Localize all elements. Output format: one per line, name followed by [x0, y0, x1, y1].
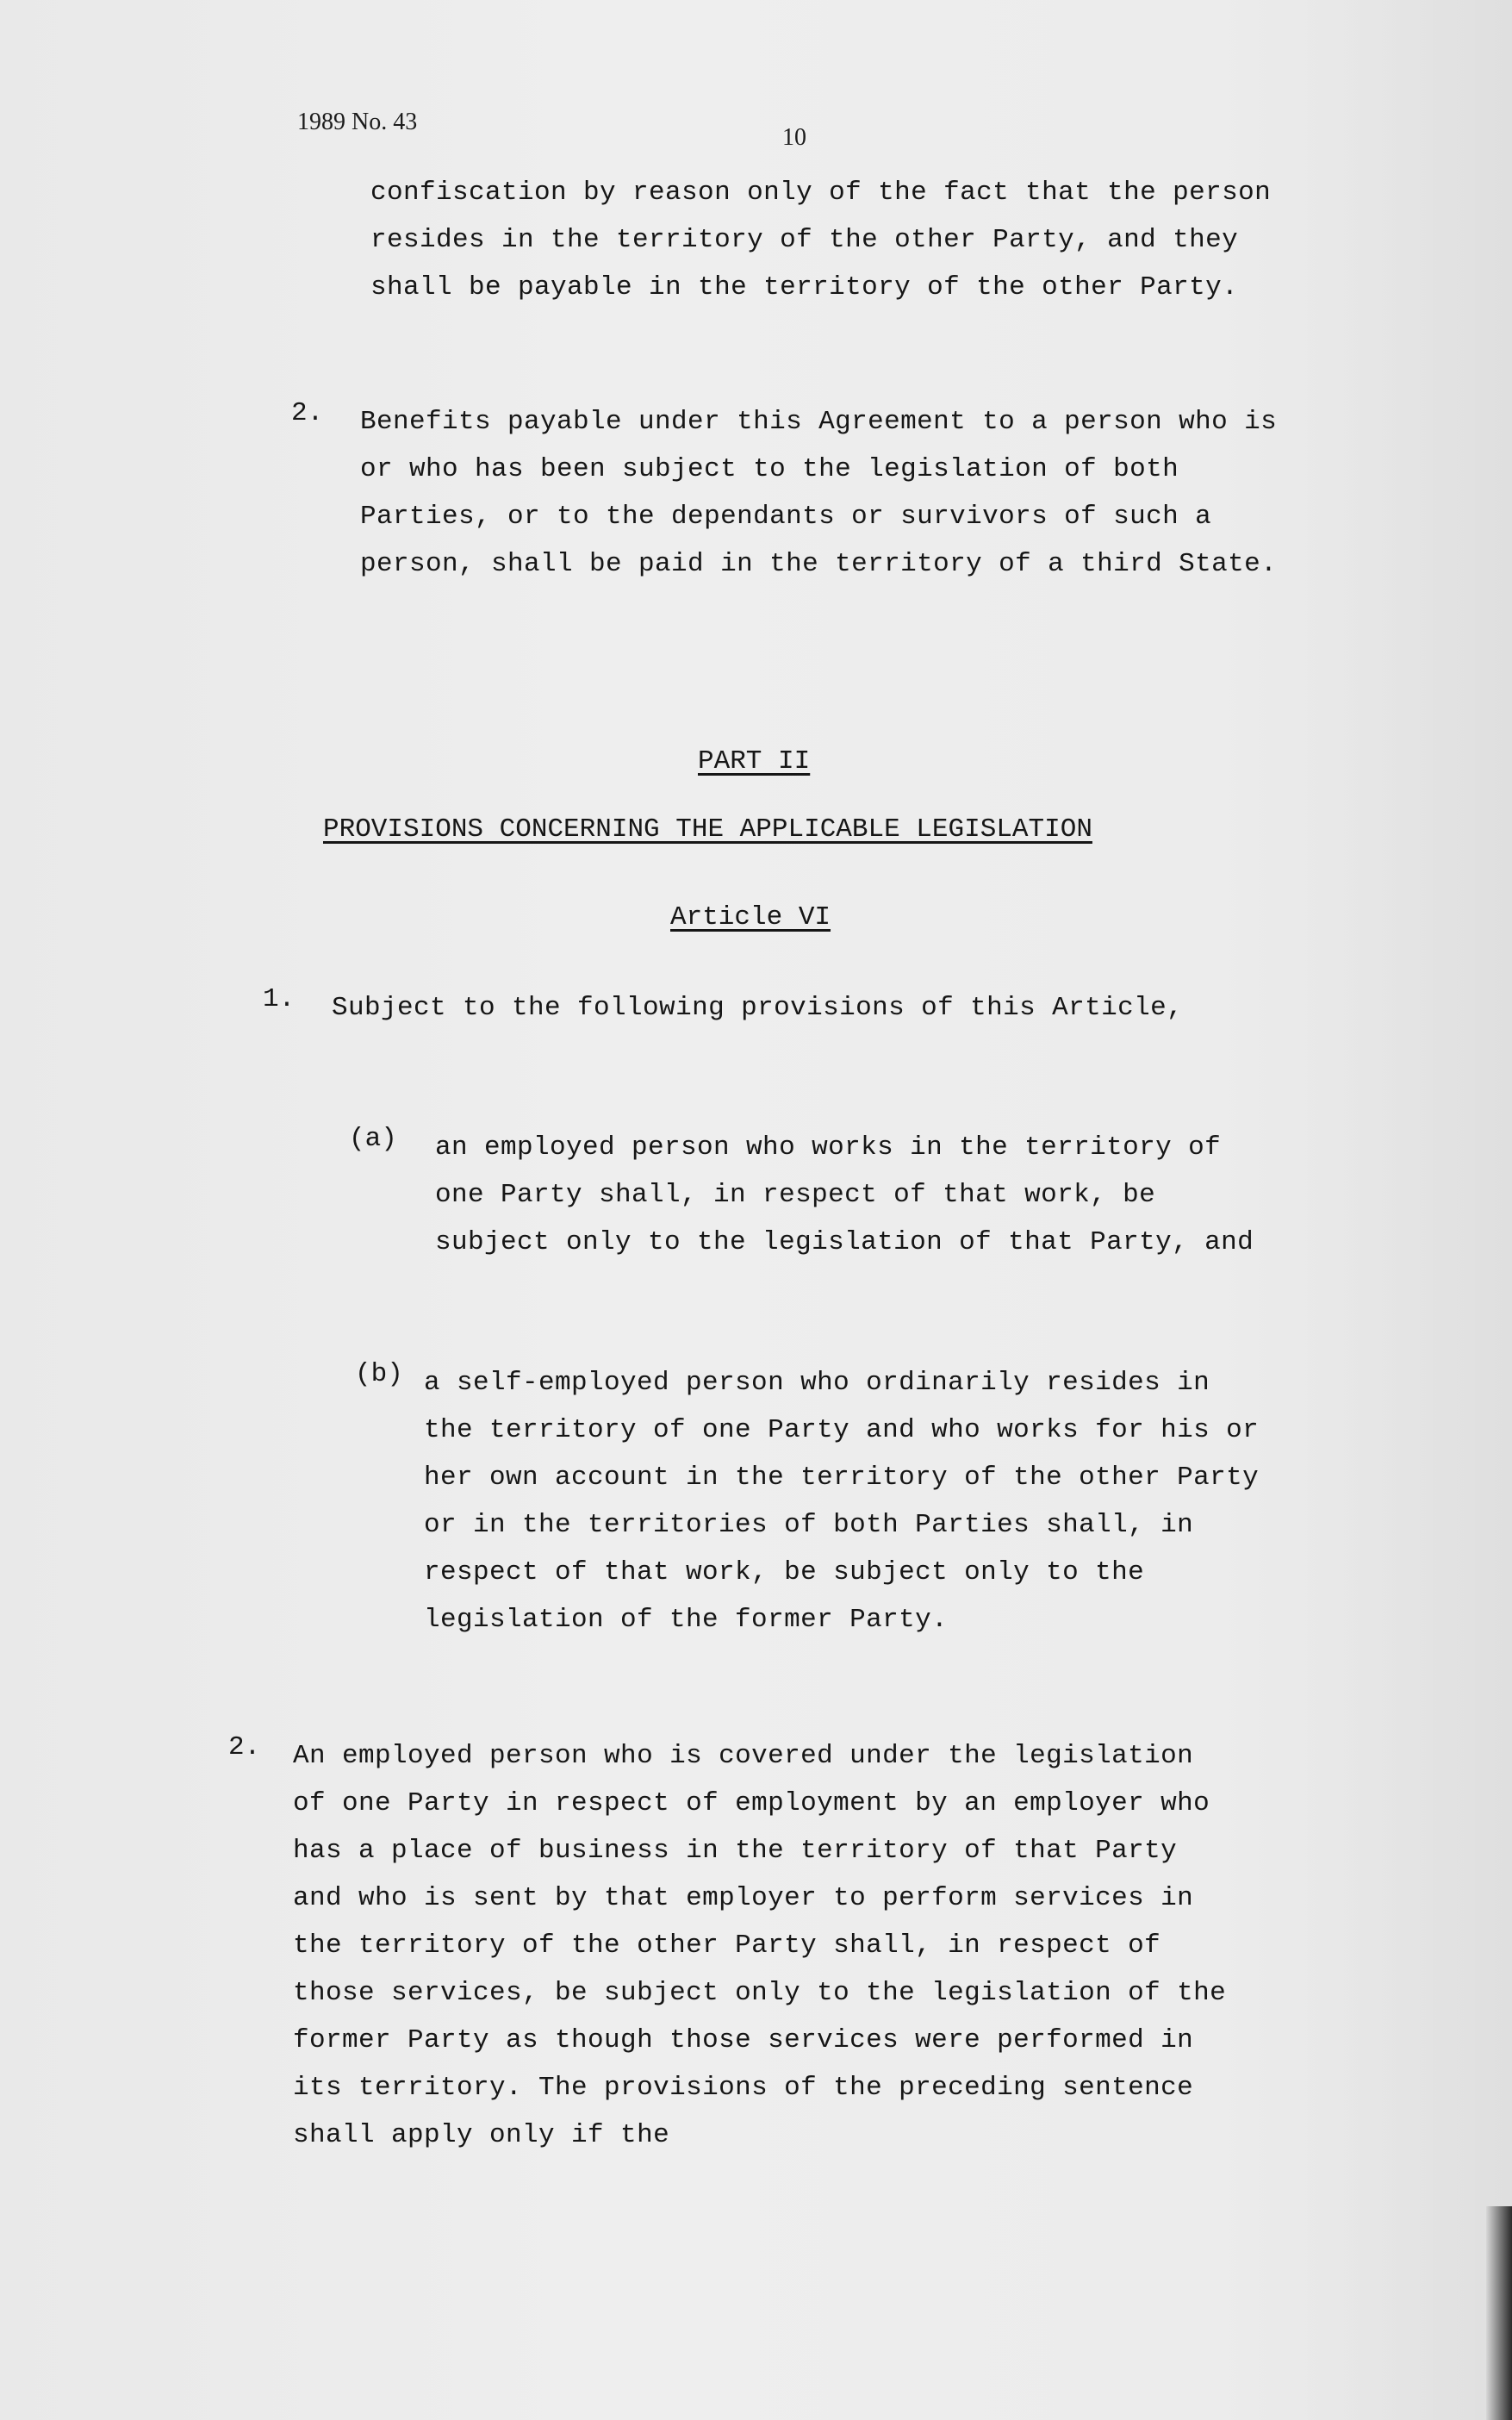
paragraph-2-text: Benefits payable under this Agreement to a person who is or who has been subject to the legislation of both Parties, or to the dependants or survivors of such a person, shall be paid in the territory of a third State. [360, 407, 1278, 579]
article-paragraph-1-number: 1. [263, 984, 296, 1014]
part-subtitle: PROVISIONS CONCERNING THE APPLICABLE LEGISLATION [323, 814, 1092, 845]
paragraph-2-number: 2. [291, 398, 324, 428]
item-a [435, 1124, 1262, 1266]
page-edge [1486, 2206, 1512, 2420]
document-year-number: 1989 No. 43 [297, 109, 418, 135]
continuation-text: confiscation by reason only of the fact that the person resides in the territory of the other Party, and they shall be payable in the territory of the other Party. [370, 178, 1272, 302]
page-shadow [1288, 0, 1512, 2420]
article-title: Article VI [670, 902, 831, 932]
article-paragraph-1 [332, 984, 1193, 1032]
item-a-text: an employed person who works in the territory of one Party shall, in respect of that work, be subject only to the legislation of that Party, and [435, 1132, 1254, 1257]
item-b-label: (b) [355, 1359, 403, 1389]
item-a-label: (a) [349, 1124, 397, 1154]
article-paragraph-2-text: An employed person who is covered under the legislation of one Party in respect of employment by an employer who has a place of business in the territory of that Party and who is sent by that employer to perform services in the territory of the other Party shall, in respect of those services, be subject only to the legislation of the former Party as though those services were performed in its territory. The provisions of the preceding sentence shall apply only if the [293, 1741, 1227, 2150]
part-title: PART II [698, 746, 811, 777]
article-paragraph-2-number: 2. [228, 1732, 261, 1762]
article-paragraph-2 [293, 1732, 1228, 2159]
continuation-paragraph [370, 169, 1284, 311]
item-b [424, 1359, 1268, 1643]
article-paragraph-1-text: Subject to the following provisions of this Article, [332, 993, 1184, 1023]
item-b-text: a self-employed person who ordinarily resides in the territory of one Party and who works for his or her own account in the territory of the other Party or in the territories of both Parties shall, in respect of that work, be subject only to the legislation of the former Party. [424, 1368, 1260, 1635]
page-number: 10 [782, 124, 806, 151]
paragraph-2 [360, 398, 1284, 588]
